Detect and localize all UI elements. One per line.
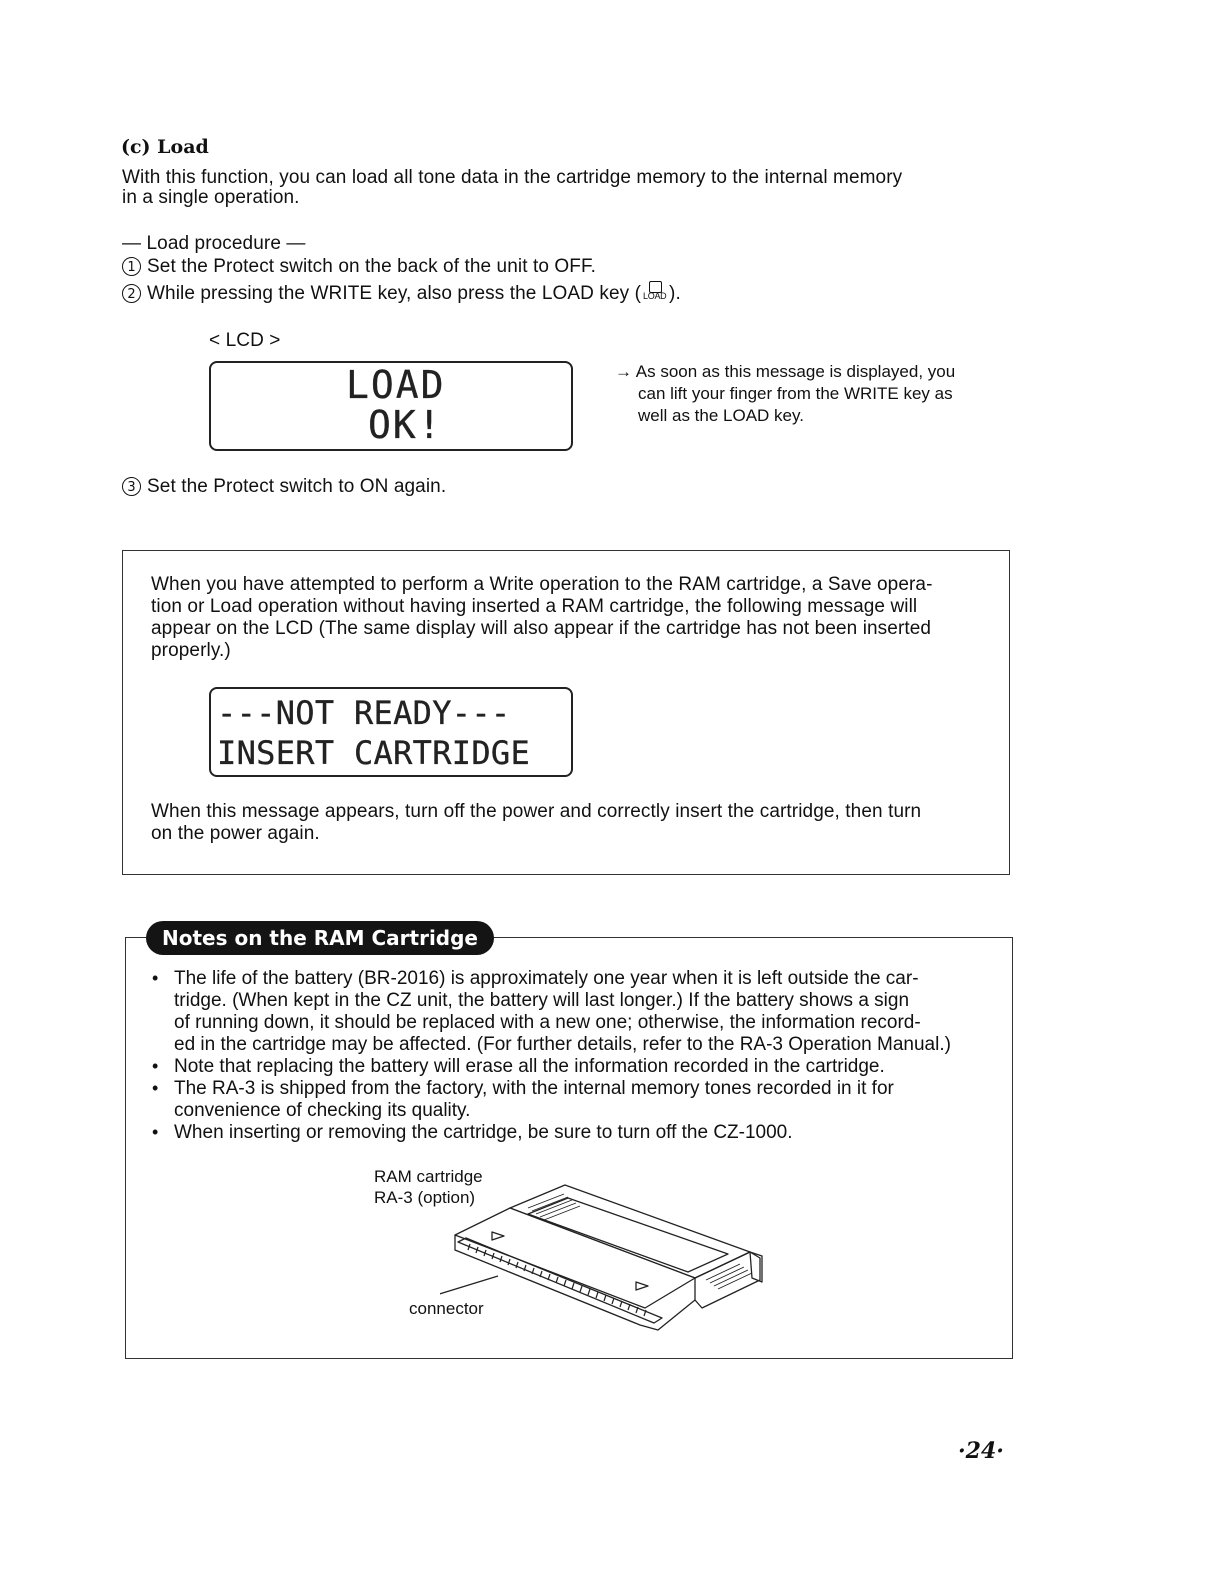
note-bullet-4 [152, 1122, 992, 1144]
lcd-line-1: LOAD [346, 363, 446, 407]
note-bullet-3 [152, 1078, 992, 1122]
warning-text-line-3: appear on the LCD (The same display will also appear if the cartridge has not been inserted [151, 618, 932, 639]
step-text-end: ). [669, 283, 681, 304]
figure-label-connector: connector [409, 1299, 484, 1318]
warning-text-line-4: properly.) [151, 640, 231, 661]
note-line: The RA-3 is shipped from the factory, with the internal memory tones recorded in it for [174, 1078, 894, 1099]
bullet-dot: • [152, 1122, 159, 1142]
note-line: The life of the battery (BR-2016) is approximately one year when it is left outside the car- [174, 968, 919, 989]
step-3 [122, 476, 446, 497]
lcd-note-line-2: can lift your finger from the WRITE key as [638, 384, 953, 403]
lcd-display-load [209, 361, 573, 451]
lcd-note-line-1: → As soon as this message is displayed, you [615, 362, 956, 381]
note-line: ed in the cartridge may be affected. (For further details, refer to the RA-3 Operation Manual.) [174, 1034, 951, 1055]
lcd-note-line-3: well as the LOAD key. [638, 406, 804, 425]
lcd-line-2: OK! [368, 403, 443, 447]
step-1 [122, 256, 596, 277]
notes-title: Notes on the RAM Cartridge [146, 921, 494, 955]
bullet-dot: • [152, 1056, 159, 1076]
step-text: While pressing the WRITE key, also press the LOAD key ( [147, 283, 642, 304]
figure-label-model: RA-3 (option) [374, 1188, 476, 1207]
note-line: tridge. (When kept in the CZ unit, the battery will last longer.) If the battery shows a sign [174, 990, 910, 1011]
step-2 [122, 281, 681, 304]
note-bullet-2 [152, 1056, 992, 1078]
note-bullet-1 [152, 968, 992, 1058]
lcd-line-2: INSERT CARTRIDGE [217, 734, 531, 772]
figure-label-name: RAM cartridge [374, 1167, 483, 1186]
intro-line-2: in a single operation. [122, 187, 300, 208]
section-heading: (c) Load [121, 136, 209, 158]
lcd-caption: < LCD > [209, 330, 281, 351]
warning-box [122, 550, 1010, 875]
warning-after-line-1: When this message appears, turn off the power and correctly insert the cartridge, then turn [151, 801, 922, 822]
bullet-dot: • [152, 968, 159, 988]
note-line: Note that replacing the battery will erase all the information recorded in the cartridge. [174, 1056, 885, 1077]
note-line: convenience of checking its quality. [174, 1100, 471, 1121]
ram-cartridge-illustration [440, 1180, 780, 1340]
step-number: 3 [122, 477, 141, 496]
note-line: of running down, it should be replaced with a new one; otherwise, the information record- [174, 1012, 921, 1033]
warning-text-line-1: When you have attempted to perform a Write operation to the RAM cartridge, a Save opera- [151, 574, 933, 595]
step-number: 1 [122, 257, 141, 276]
step-number: 2 [122, 284, 141, 303]
step-text: Set the Protect switch to ON again. [147, 476, 447, 497]
intro-line-1: With this function, you can load all tone data in the cartridge memory to the internal memory [122, 167, 903, 188]
warning-after-line-2: on the power again. [151, 823, 320, 844]
note-line: When inserting or removing the cartridge, be sure to turn off the CZ-1000. [174, 1122, 793, 1143]
step-text: Set the Protect switch on the back of the unit to OFF. [147, 256, 596, 277]
load-key-icon: LOAD [643, 281, 667, 303]
warning-text-line-2: tion or Load operation without having inserted a RAM cartridge, the following message will [151, 596, 918, 617]
page-number: ·24· [958, 1438, 1004, 1464]
bullet-dot: • [152, 1078, 159, 1098]
lcd-line-1: ---NOT READY--- [217, 694, 511, 732]
procedure-title: — Load procedure — [122, 233, 306, 254]
lcd-display-not-ready [209, 687, 573, 777]
